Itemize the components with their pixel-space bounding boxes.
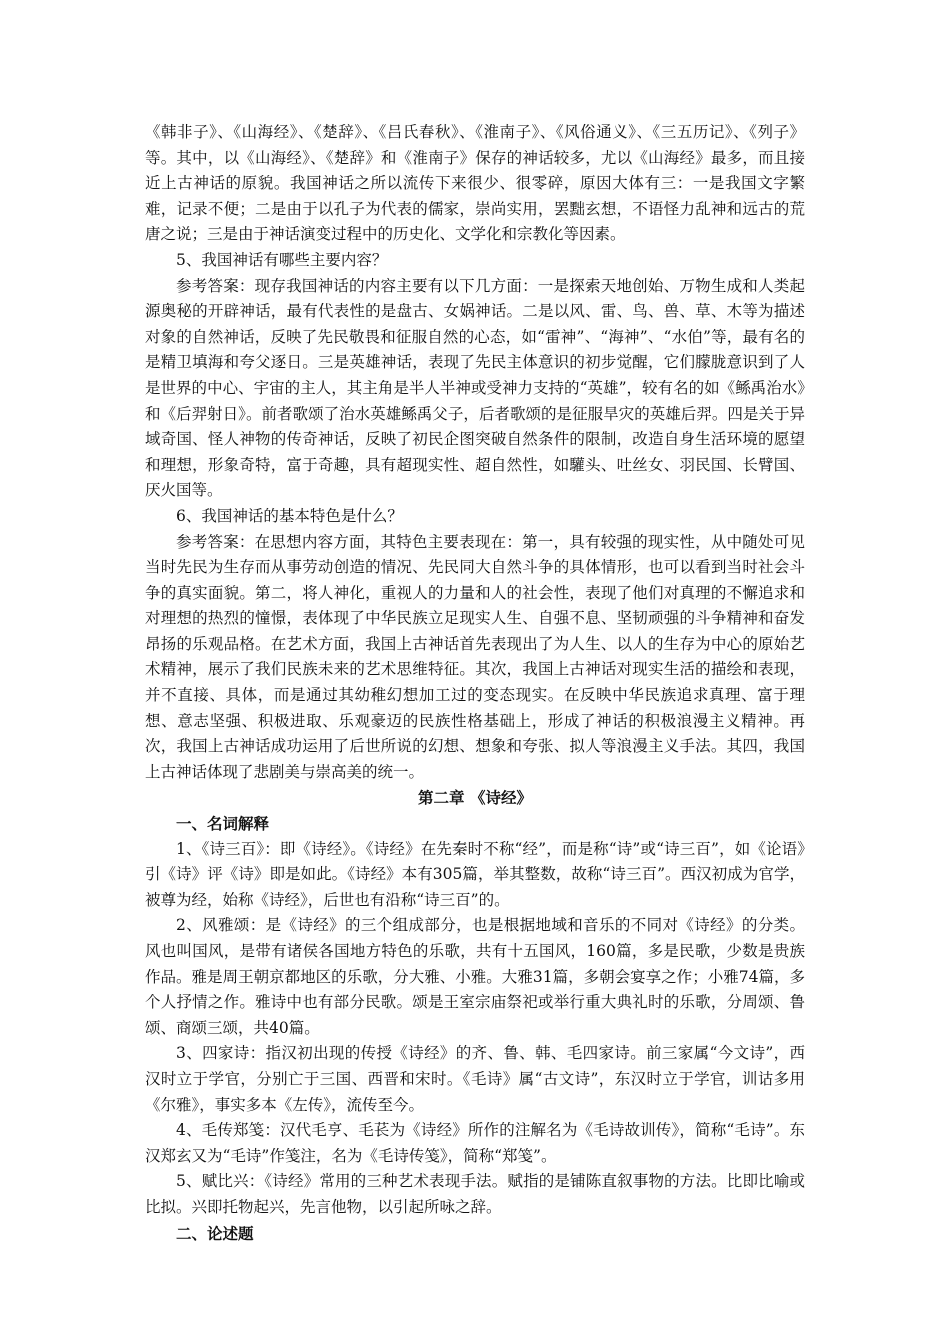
term-definition: 4、毛传郑笺：汉代毛亨、毛苌为《诗经》所作的注解名为《毛诗故训传》，简称“毛诗”。东汉郑玄又为“毛诗”作笺注，名为《毛诗传笺》，简称“郑笺”。 xyxy=(145,1121,805,1165)
term-definition: 1、《诗三百》：即《诗经》。《诗经》在先秦时不称“经”，而是称“诗”或“诗三百”，如《论语》引《诗》评《诗》即是如此。《诗经》本有305篇，举其整数，故称“诗三百”。西汉初成为官学，被尊为经，始称《诗经》，后世也有沿称“诗三百”的。 xyxy=(145,839,805,909)
chapter-title: 第二章 《诗经》 xyxy=(418,788,532,808)
term-definition: 5、赋比兴：《诗经》常用的三种艺术表现手法。赋指的是铺陈直叙事物的方法。比即比喻或比拟。兴即托物起兴，先言他物，以引起所咏之辞。 xyxy=(145,1172,805,1216)
question-5: 5、我国神话有哪些主要内容？ xyxy=(176,250,388,269)
section-heading-terms: 一、名词解释 xyxy=(176,814,270,834)
intro-paragraph: 《韩非子》、《山海经》、《楚辞》、《吕氏春秋》、《淮南子》、《风俗通义》、《三五历记》、《列子》等。其中，以《山海经》、《楚辞》和《淮南子》保存的神话较多，尤以《山海经》最多，而且接近上古神话的原貌。我国神话之所以流传下来很少、很零碎，原因大体有三：一是我国文字繁难，记录不便；二是由于以孔子为代表的儒家，崇尚实用，罢黜玄想，不语怪力乱神和远古的荒唐之说；三是由于神话演变过程中的历史化、文学化和宗教化等因素。 xyxy=(145,123,805,244)
document-page xyxy=(145,120,805,1246)
section-heading-essays: 二、论述题 xyxy=(176,1223,254,1243)
term-definition: 2、风雅颂：是《诗经》的三个组成部分，也是根据地域和音乐的不同对《诗经》的分类。风也叫国风，是带有诸侯各国地方特色的乐歌，共有十五国风，160篇，多是民歌，少数是贵族作品。雅是周王朝京都地区的乐歌，分大雅、小雅。大雅31篇，多朝会宴享之作；小雅74篇，多个人抒情之作。雅诗中也有部分民歌。颂是王室宗庙祭祀或举行重大典礼时的乐歌，分周颂、鲁颂、商颂三颂，共40篇。 xyxy=(145,916,805,1037)
answer-5: 参考答案：现存我国神话的内容主要有以下几方面：一是探索天地创始、万物生成和人类起源奥秘的开辟神话，最有代表性的是盘古、女娲神话。二是以风、雷、鸟、兽、草、木等为描述对象的自然神话，反映了先民敬畏和征服自然的心态，如“雷神”、“海神”、“水伯”等，最有名的是精卫填海和夸父逐日。三是英雄神话，表现了先民主体意识的初步觉醒，它们朦胧意识到了人是世界的中心、宇宙的主人，其主角是半人半神或受神力支持的“英雄”，较有名的如《鲧禹治水》和《后羿射日》。前者歌颂了治水英雄鲧禹父子，后者歌颂的是征服旱灾的英雄后羿。四是关于异域奇国、怪人神物的传奇神话，反映了初民企图突破自然条件的限制，改造自身生活环境的愿望和理想，形象奇特，富于奇趣，具有超现实性、超自然性，如驩头、吐丝女、羽民国、长臂国、厌火国等。 xyxy=(145,276,805,500)
answer-6: 参考答案：在思想内容方面，其特色主要表现在：第一，具有较强的现实性，从中随处可见当时先民为生存而从事劳动创造的情况、先民同大自然斗争的具体情形，也可以看到当时社会斗争的真实面貌。第二，将人神化，重视人的力量和人的社会性，表现了他们对真理的不懈追求和对理想的热烈的憧憬，表体现了中华民族立足现实人生、自强不息、坚韧顽强的斗争精神和奋发昂扬的乐观品格。在艺术方面，我国上古神话首先表现出了为人生、以人的生存为中心的原始艺术精神，展示了我们民族未来的艺术思维特征。其次，我国上古神话对现实生活的描绘和表现，并不直接、具体，而是通过其幼稚幻想加工过的变态现实。在反映中华民族追求真理、富于理想、意志坚强、积极进取、乐观豪迈的民族性格基础上，形成了神话的积极浪漫主义精神。再次，我国上古神话成功运用了后世所说的幻想、想象和夸张、拟人等浪漫主义手法。其四，我国上古神话体现了悲剧美与崇高美的统一。 xyxy=(145,532,805,781)
term-definition: 3、四家诗：指汉初出现的传授《诗经》的齐、鲁、韩、毛四家诗。前三家属“今文诗”，西汉时立于学官，分别亡于三国、西晋和宋时。《毛诗》属“古文诗”，东汉时立于学官，训诂多用《尔雅》，事实多本《左传》，流传至今。 xyxy=(145,1044,805,1114)
question-6: 6、我国神话的基本特色是什么？ xyxy=(176,506,403,525)
